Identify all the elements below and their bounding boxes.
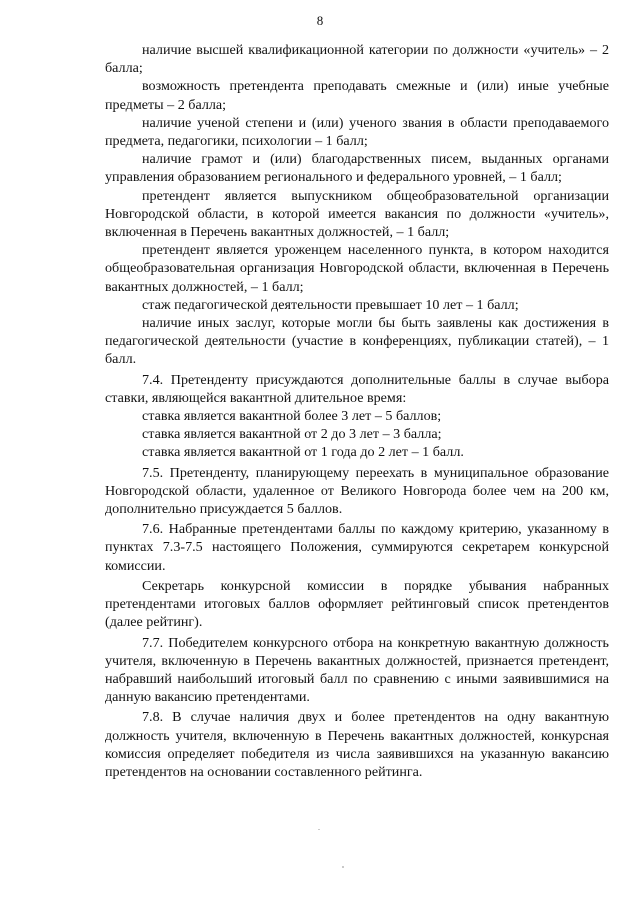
page-number: 8 xyxy=(316,13,324,28)
scan-speck xyxy=(342,866,344,868)
criterion-highest-category: наличие высшей квалификационной категории по должности «учитель» – 2 балла; xyxy=(105,42,609,77)
criterion-certificates: наличие грамот и (или) благодарственных писем, выданных органами управления образованием регионального и федерального уровней, – 1 балл; xyxy=(105,151,609,186)
document-body xyxy=(105,41,609,781)
vacancy-2-to-3-years: ставка является вакантной от 2 до 3 лет – 3 балла; xyxy=(142,426,442,443)
secretary-rating-paragraph: Секретарь конкурсной комиссии в порядке убывания набранных претендентами итоговых баллов оформляет рейтинговый список претендентов (далее рейтинг). xyxy=(105,577,609,631)
section-7-8: 7.8. В случае наличия двух и более претендентов на одну вакантную должность учителя, включенную в Перечень вакантных должностей, конкурсная комиссия определяет победителя из числа заявившихся на указанную вакансию претендентов на основании составленного рейтинга. xyxy=(105,709,609,780)
section-7-6: 7.6. Набранные претендентами баллы по каждому критерию, указанному в пунктах 7.3-7.5 настоящего Положения, суммируются секретарем конкурсной комиссии. xyxy=(105,521,609,574)
criterion-school-graduate: претендент является выпускником общеобразовательной организации Новгородской области, в которой имеется вакансия по должности «учитель», включенная в Перечень вакантных должностей, – 1 балл; xyxy=(105,187,609,241)
scan-speck xyxy=(318,829,320,830)
criterion-other-merits: наличие иных заслуг, которые могли бы быть заявлены как достижения в педагогической деятельности (участие в конференциях, публикации статей), – 1 балл. xyxy=(105,315,609,368)
criterion-academic-degree: наличие ученой степени и (или) ученого звания в области преподаваемого предмета, педагогики, психологии – 1 балл; xyxy=(105,114,609,150)
section-7-7: 7.7. Победителем конкурсного отбора на конкретную вакантную должность учителя, включенную в Перечень вакантных должностей, признается претендент, набравший наибольший итоговый балл по сравнению с иными заявившимися на данную вакансию претендентами. xyxy=(105,634,609,706)
criterion-experience: стаж педагогической деятельности превышает 10 лет – 1 балл; xyxy=(142,296,519,313)
vacancy-1-to-2-years: ставка является вакантной от 1 года до 2 лет – 1 балл. xyxy=(142,444,464,461)
criterion-related-subjects: возможность претендента преподавать смежные и (или) иные учебные предметы – 2 балла; xyxy=(105,78,609,113)
section-7-5: 7.5. Претенденту, планирующему переехать в муниципальное образование Новгородской области, удаленное от Великого Новгорода более чем на 200 км, дополнительно присуждается 5 баллов. xyxy=(105,464,609,518)
vacancy-over-3-years: ставка является вакантной более 3 лет – 5 баллов; xyxy=(142,408,442,425)
section-7-4: 7.4. Претенденту присуждаются дополнительные баллы в случае выбора ставки, являющейся вакантной длительное время: xyxy=(105,371,609,406)
criterion-native-locality: претендент является уроженцем населенного пункта, в котором находится общеобразовательная организация Новгородской области, включенная в Перечень вакантных должностей, – 1 балл; xyxy=(105,242,609,295)
